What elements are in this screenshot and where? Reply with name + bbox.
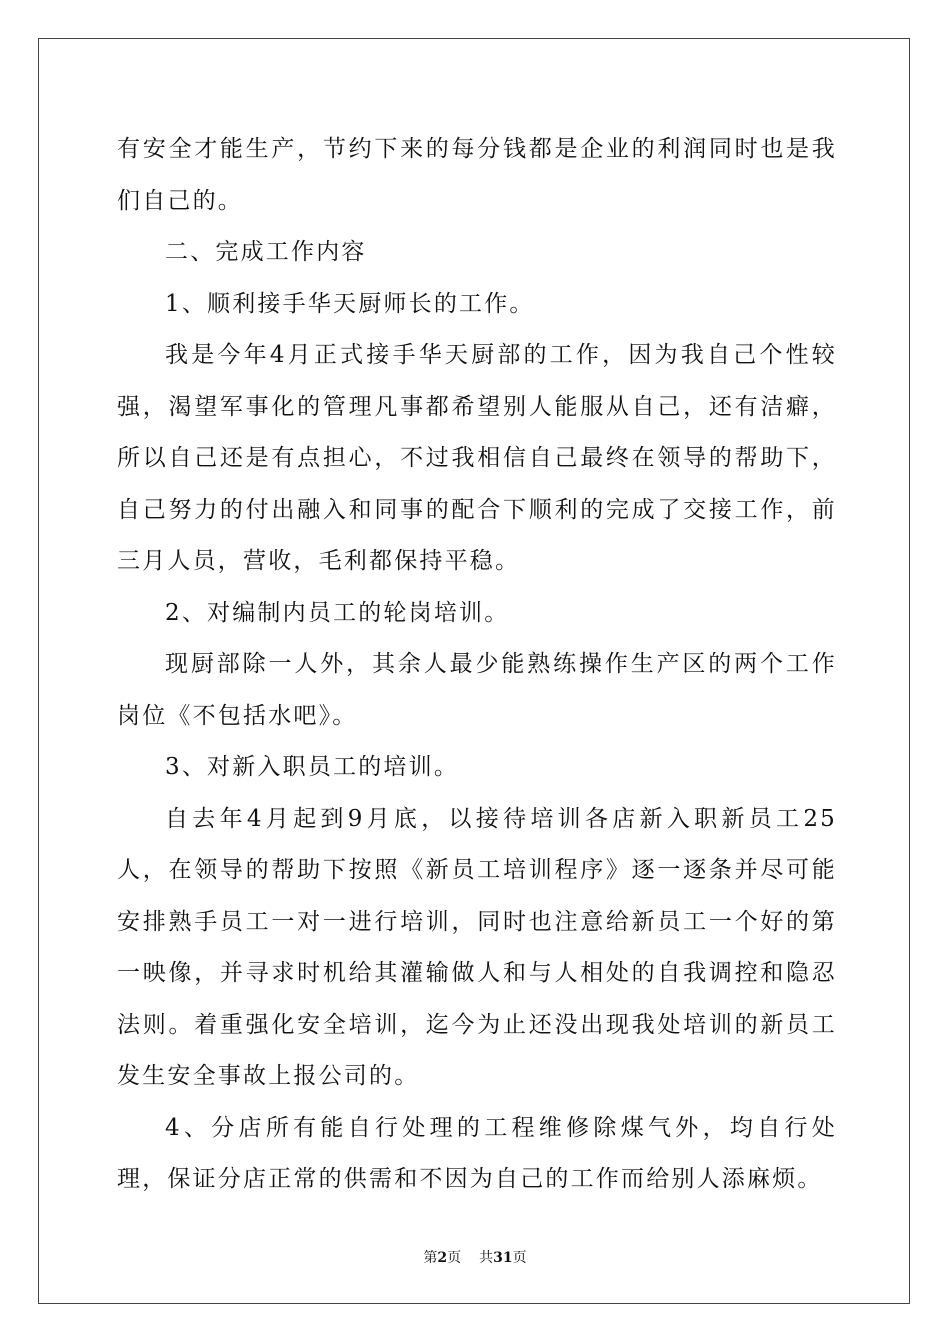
- section-heading-2: 二、完成工作内容: [165, 239, 367, 265]
- total-pages: 31: [493, 1250, 513, 1266]
- paragraph-rotation: 现厨部除一人外，其余人最少能熟练操作生产区的两个工作岗位《不包括水吧》。: [117, 651, 837, 729]
- paragraph-maintenance: 4、分店所有能自行处理的工程维修除煤气外，均自行处理，保证分店正常的供需和不因为自己的工作而给别人添麻烦。: [117, 1114, 837, 1192]
- paragraph-1: 有安全才能生产，节约下来的每分钱都是企业的利润同时也是我们自己的。: [117, 136, 837, 214]
- total-suffix: 页: [512, 1250, 527, 1266]
- paragraph-handover: 我是今年4月正式接手华天厨部的工作，因为我自己个性较强，渴望军事化的管理凡事都希望别人能服从自己，还有洁癖，所以自己还是有点担心，不过我相信自己最终在领导的帮助下，自己努力的付出融入和同事的配合下顺利的完成了交接工作，前三月人员，营收，毛利都保持平稳。: [117, 342, 837, 574]
- page-suffix: 页: [447, 1250, 462, 1266]
- page-prefix: 第: [423, 1250, 438, 1266]
- total-prefix: 共: [479, 1250, 494, 1266]
- item-heading-3: 3、对新入职员工的培训。: [165, 754, 460, 780]
- page-footer: [0, 1247, 950, 1267]
- item-heading-2: 2、对编制内员工的轮岗培训。: [165, 599, 510, 626]
- paragraph-training: 自去年4月起到9月底，以接待培训各店新入职新员工25人，在领导的帮助下按照《新员工培训程序》逐一逐条并尽可能安排熟手员工一对一进行培训，同时也注意给新员工一个好的第一映像，并寻求时机给其灌输做人和与人相处的自我调控和隐忍法则。着重强化安全培训，迄今为止还没出现我处培训的新员工发生安全事故上报公司的。: [117, 805, 837, 1089]
- document-body: [117, 124, 837, 1206]
- item-heading-1: 1、顺利接手华天厨师长的工作。: [165, 290, 535, 317]
- page-number: 2: [437, 1250, 448, 1266]
